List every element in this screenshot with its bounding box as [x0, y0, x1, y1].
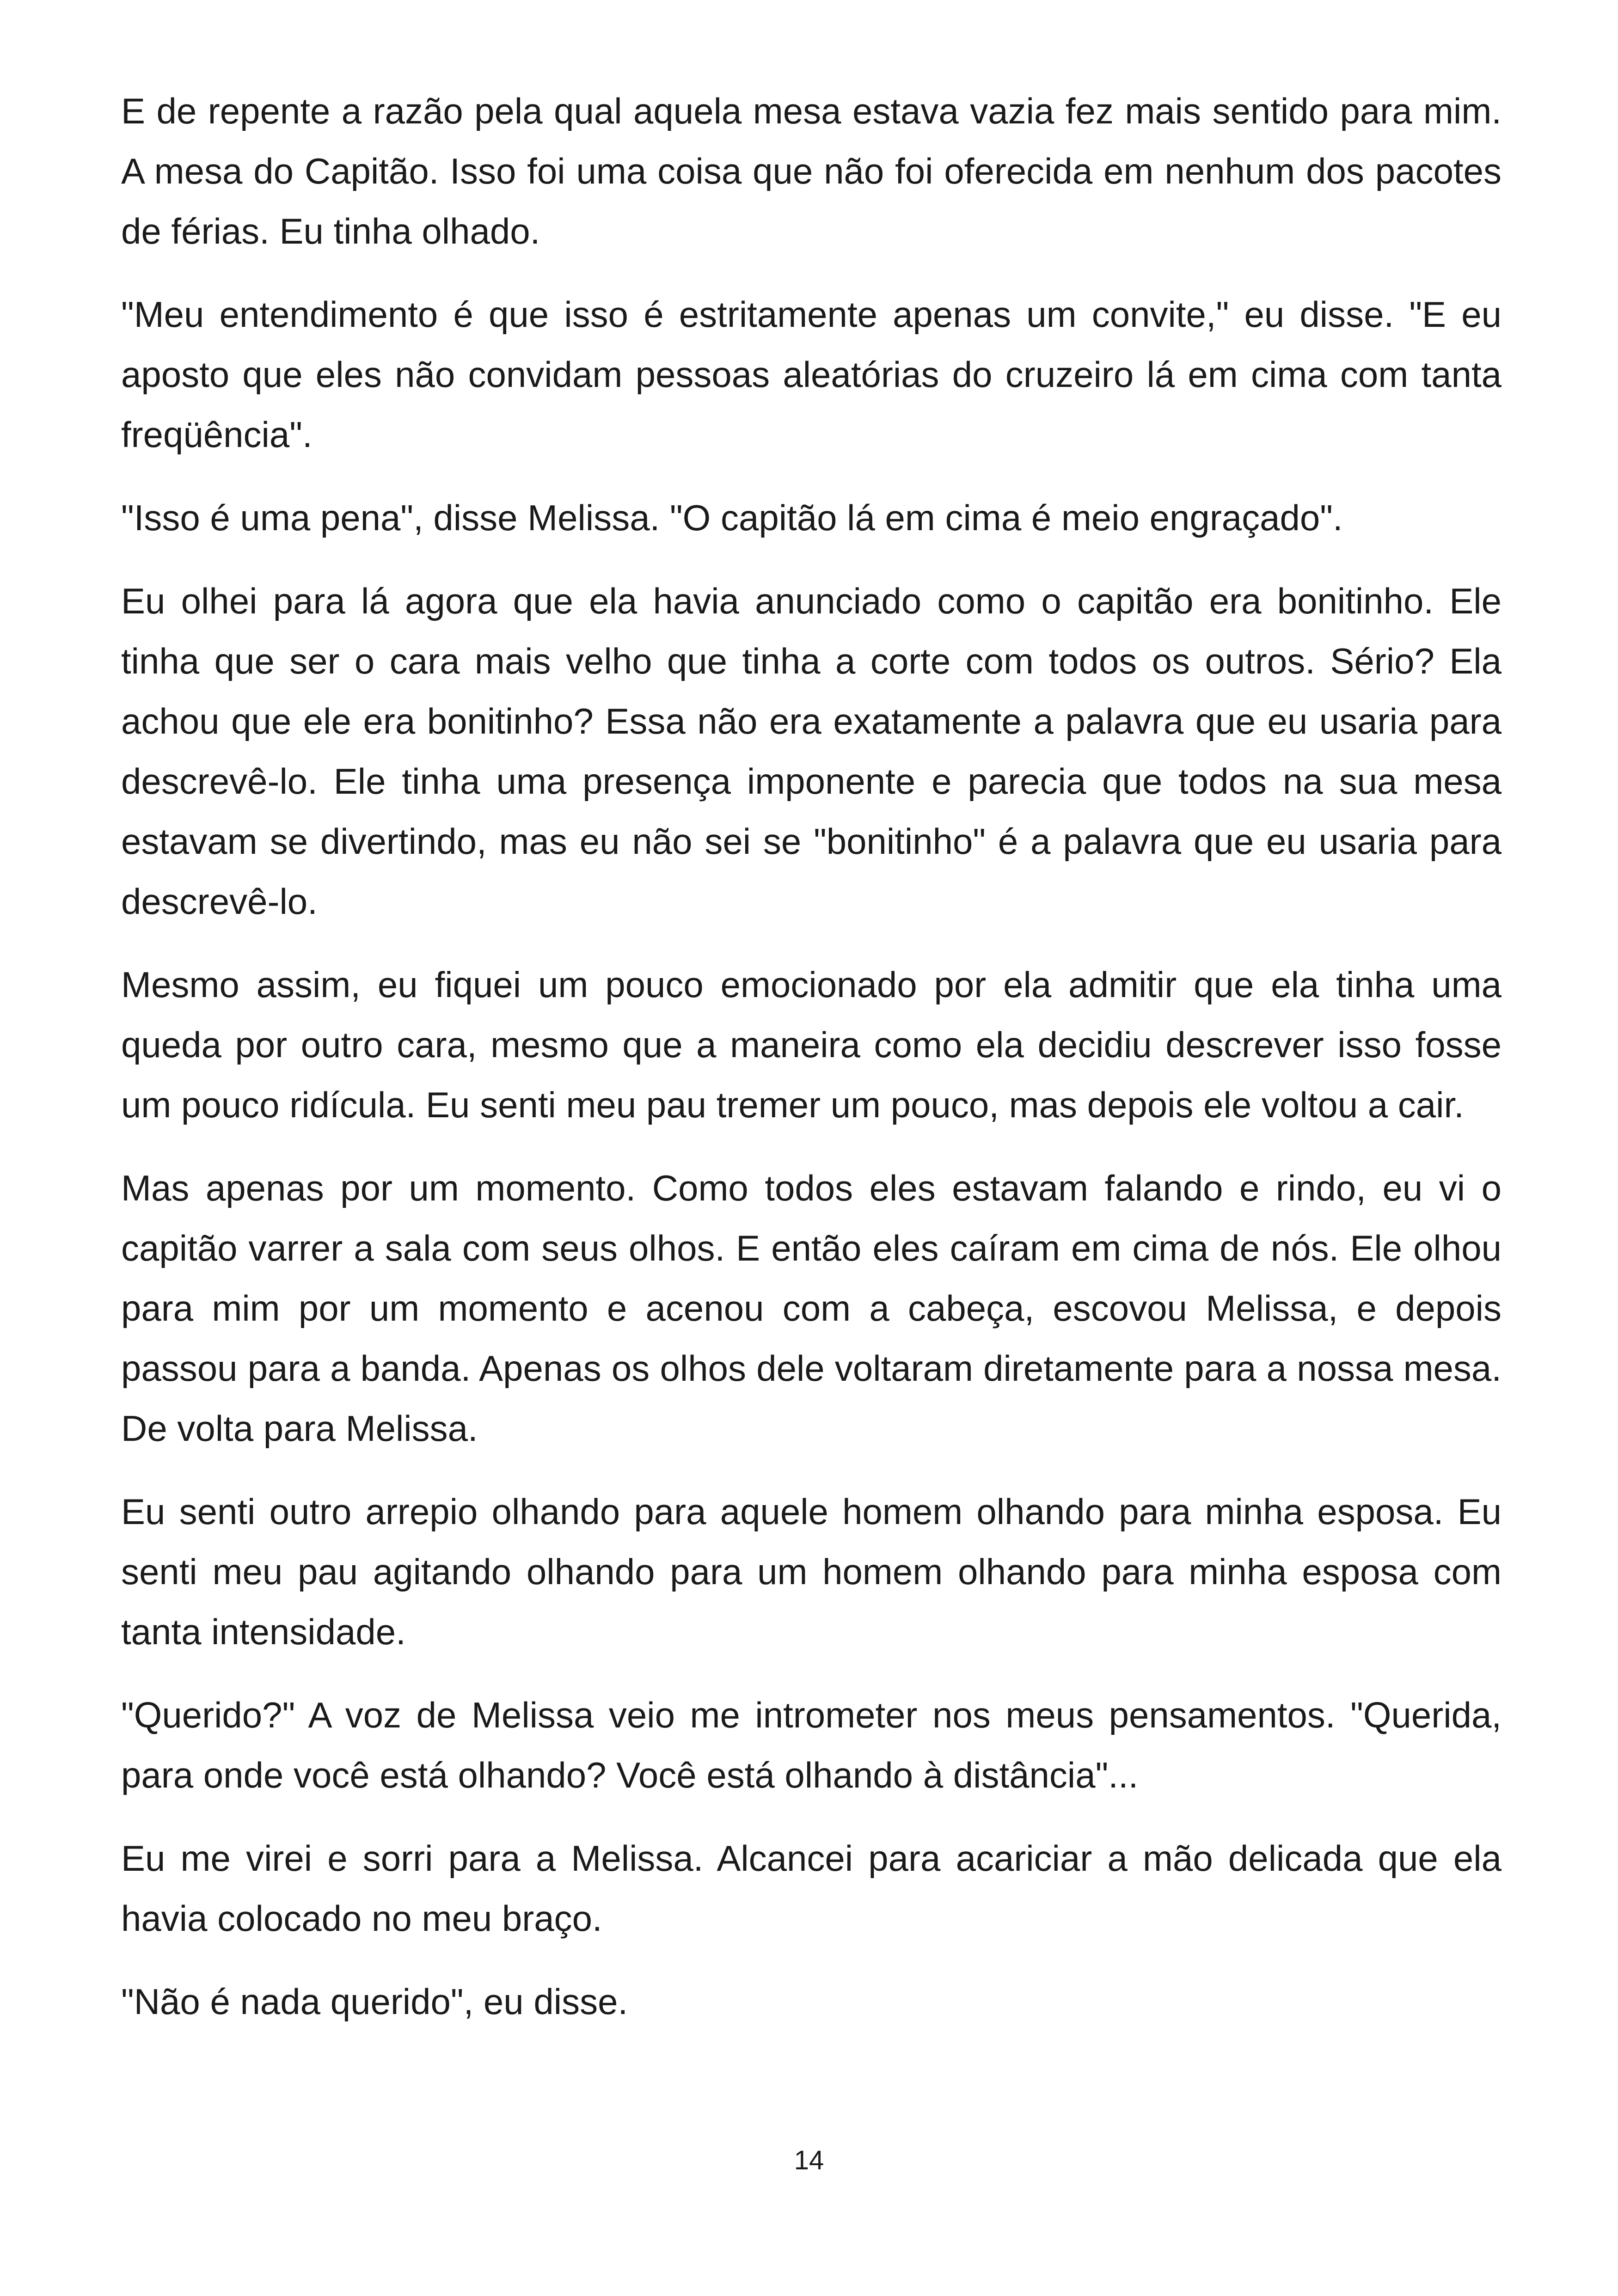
page-number: 14 — [794, 2145, 824, 2175]
paragraph: "Isso é uma pena", disse Melissa. "O capitão lá em cima é meio engraçado". — [121, 497, 1343, 538]
paragraph: Mesmo assim, eu fiquei um pouco emocionado por ela admitir que ela tinha uma queda por outro cara, mesmo que a maneira como ela decidiu descrever isso fosse um pouco ridícula. Eu senti meu pau tremer um pouco, mas depois ele voltou a cair. — [121, 964, 1502, 1125]
paragraph: "Não é nada querido", eu disse. — [121, 1981, 628, 2022]
paragraph: "Querido?" A voz de Melissa veio me intrometer nos meus pensamentos. "Querida, para onde você está olhando? Você está olhando à distância"... — [121, 1695, 1502, 1795]
paragraph: Eu senti outro arrepio olhando para aquele homem olhando para minha esposa. Eu senti meu pau agitando olhando para um homem olhando para minha esposa com tanta intensidade. — [121, 1491, 1502, 1652]
paragraph: Eu me virei e sorri para a Melissa. Alcancei para acariciar a mão delicada que ela havia colocado no meu braço. — [121, 1838, 1502, 1939]
paragraph: "Meu entendimento é que isso é estritamente apenas um convite," eu disse. "E eu aposto que eles não convidam pessoas aleatórias do cruzeiro lá em cima com tanta freqüência". — [121, 294, 1502, 455]
paragraph: Eu olhei para lá agora que ela havia anunciado como o capitão era bonitinho. Ele tinha que ser o cara mais velho que tinha a corte com todos os outros. Sério? Ela achou que ele era bonitinho? Essa não era exatamente a palavra que eu usaria para descrevê-lo. Ele tinha uma presença imponente e parecia que todos na sua mesa estavam se divertindo, mas eu não sei se "bonitinho" é a palavra que eu usaria para descrevê-lo. — [121, 581, 1502, 922]
paragraph: Mas apenas por um momento. Como todos eles estavam falando e rindo, eu vi o capitão varrer a sala com seus olhos. E então eles caíram em cima de nós. Ele olhou para mim por um momento e acenou com a cabeça, escovou Melissa, e depois passou para a banda. Apenas os olhos dele voltaram diretamente para a nossa mesa. De volta para Melissa. — [121, 1168, 1502, 1449]
paragraph: E de repente a razão pela qual aquela mesa estava vazia fez mais sentido para mim. A mesa do Capitão. Isso foi uma coisa que não foi oferecida em nenhum dos pacotes de férias. Eu tinha olhado. — [121, 91, 1502, 251]
document-page — [121, 81, 1502, 2055]
